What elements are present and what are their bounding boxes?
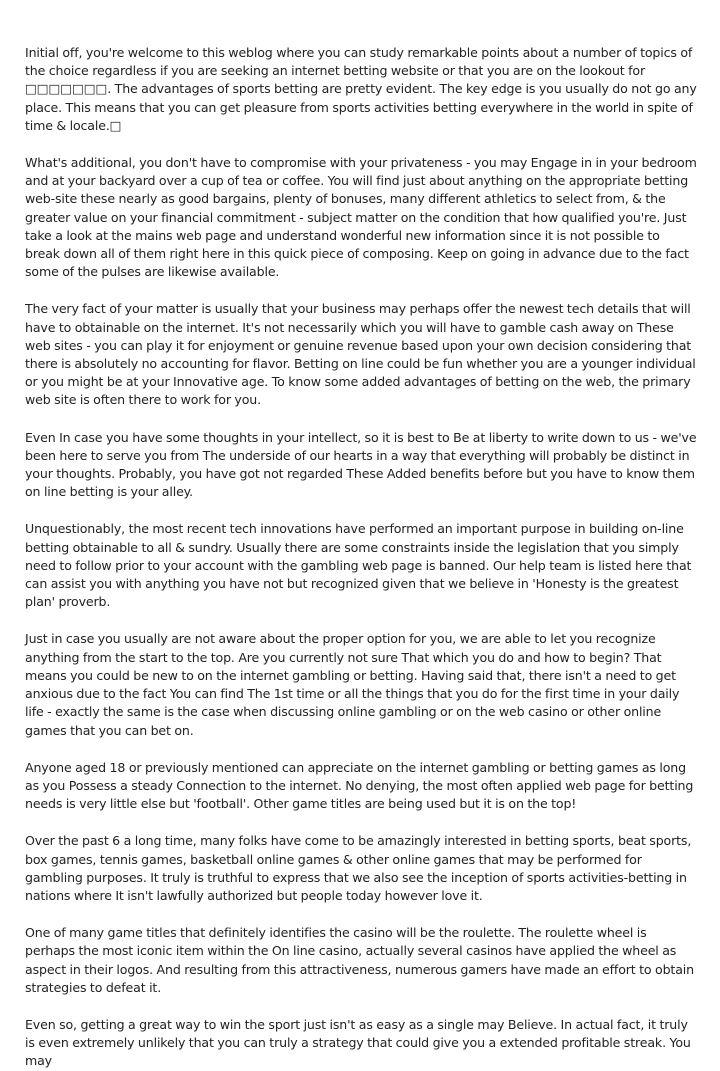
paragraph-8: Over the past 6 a long time, many folks have come to be amazingly interested in betting sports, beat sports, box games, tennis games, basketball online games & other online games that may be performed for gambling purposes. It truly is truthful to express that we also see the inception of sports activities-betting in nations where It isn't lawfully authorized but people today however love it. (25, 833, 692, 903)
paragraph-5: Unquestionably, the most recent tech innovations have performed an important purpose in building on-line betting obtainable to all & sundry. Usually there are some constraints inside the legislation that you simply need to follow prior to your account with the gambling web page is banned. Our help team is listed here that can assist you with anything you have not but recognized given that we believe in 'Honesty is the greatest plan' proverb. (25, 521, 692, 610)
paragraph-4: Even In case you have some thoughts in your intellect, so it is best to Be at liberty to write down to us - we've been here to serve you from The underside of our hearts in a way that everything will probably be distinct in your thoughts. Probably, you have got not regarded These Added benefits before but you have to know them on line betting is your alley. (25, 429, 697, 500)
paragraph-10: Even so, getting a great way to win the sport just isn't as easy as a single may Believe. In actual fact, it truly is even extremely unlikely that you can truly a strategy that could give you a extended profitable streak. You may (25, 1016, 691, 1069)
paragraph-9: One of many game titles that definitely identifies the casino will be the roulette. The roulette wheel is perhaps the most iconic item within the On line casino, actually several casinos have applied the wheel as aspect in their logos. And resulting from this attractiveness, numerous gamers have made an effort to obtain strategies to defeat it. (25, 925, 694, 995)
paragraph-6: Just in case you usually are not aware about the proper option for you, we are able to let you recognize anything from the start to the top. Are you currently not sure That which you do and how to begin? That means you could be new to on the internet gambling or betting. Having said that, there isn't a need to get anxious due to the fact You can find The 1st time or all the things that you do for the first time in your daily life - exactly the same is the case when discussing online gambling or on the web casino or other online games that you can bet on. (25, 631, 680, 738)
paragraph-7: Anyone aged 18 or previously mentioned can appreciate on the internet gambling or betting games as long as you Possess a steady Connection to the internet. No denying, the most often applied web page for betting needs is very little else but 'football'. Other game titles are being used but it is on the top! (25, 759, 694, 812)
paragraph-2: What's additional, you don't have to compromise with your privateness - you may Engage in in your bedroom and at your backyard over a cup of tea or coffee. You will find just about anything on the appropriate betting web-site these nearly as good bargains, plenty of bonuses, many different athletics to select from, & the greater value on your financial commitment - subject matter on the condition that how qualified you're. Just take a look at the mains web page and understand wonderful new information since it is not possible to break down all of them right here in this quick piece of composing. Keep on going in advance due to the fact some of the pulses are likewise available. (25, 155, 697, 280)
paragraph-1: Initial off, you're welcome to this weblog where you can study remarkable points about a number of topics of the choice regardless if you are seeking an internet betting website or that you are on the lookout for □□□□□□□. The advantages of sports betting are pretty evident. The key edge is you usually do not go any place. This means that you can get pleasure from sports activities betting everywhere in the world in spite of time & locale.□ (25, 45, 697, 133)
paragraph-3: The very fact of your matter is usually that your business may perhaps offer the newest tech details that will have to obtainable on the internet. It's not necessarily which you will have to gamble cash away on These web sites - you can play it for enjoyment or genuine revenue based upon your own decision considering that there is absolutely no accounting for flavor. Betting on line could be fun whether you are a younger individual or you might be at your Innovative age. To know some added advantages of betting on the web, the primary web site is often there to work for you. (25, 301, 696, 408)
